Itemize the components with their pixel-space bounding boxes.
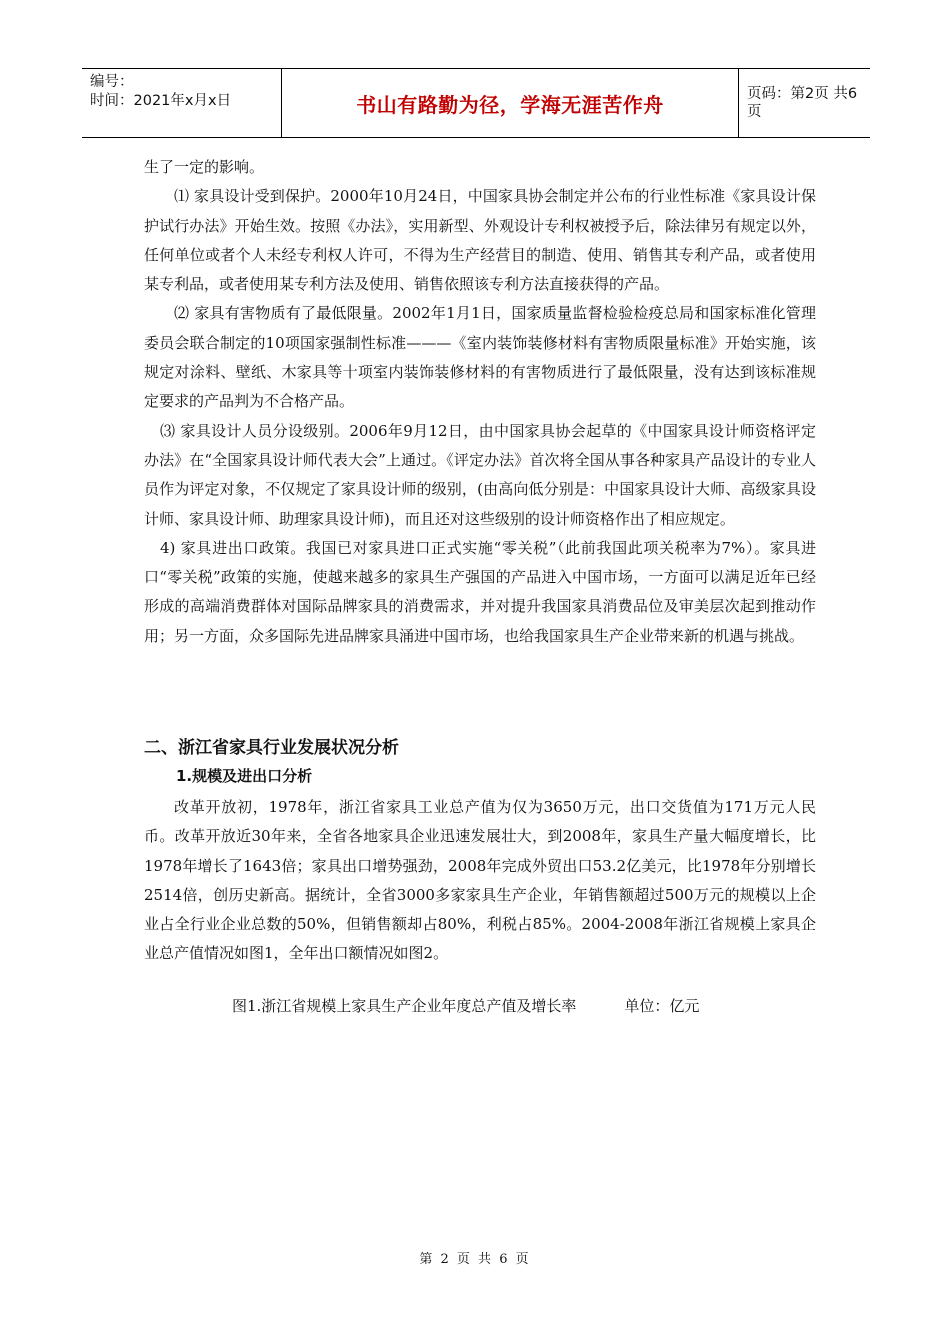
header-number: 编号：	[90, 74, 134, 90]
subsection-heading: 1.规模及进出口分析	[176, 767, 313, 785]
paragraph-harmful-substances: ⑵ 家具有害物质有了最低限量。2002年1月1日，国家质量监督检验检疫总局和国家标准化管理委员会联合制定的10项国家强制性标准———《室内装饰装修材料有害物质限量标准》开始实施，该规定对涂料、壁纸、木家具等十项室内装饰装修材料的有害物质进行了最低限量，没有达到该标准规定要求的产品判为不合格产品。	[144, 304, 816, 411]
figure-unit: 单位：亿元	[624, 997, 700, 1015]
figure-title: 图1.浙江省规模上家具生产企业年度总产值及增长率	[232, 997, 577, 1015]
figure-caption	[232, 995, 699, 1016]
header-date: 时间：2021年x月x日	[90, 93, 232, 109]
paragraph-designer-levels: ⑶ 家具设计人员分设级别。2006年9月12日，由中国家具协会起草的《中国家具设计师资格评定办法》在“全国家具设计师代表大会”上通过。《评定办法》首次将全国从事各种家具产品设计的专业人员作为评定对象，不仅规定了家具设计师的级别，(由高向低分别是：中国家具设计大师、高级家具设计师、家具设计师、助理家具设计师)，而且还对这些级别的设计师资格作出了相应规定。	[144, 421, 816, 528]
page-header	[82, 68, 870, 138]
paragraph-design-protection: ⑴ 家具设计受到保护。2000年10月24日，中国家具协会制定并公布的行业性标准《家具设计保护试行办法》开始生效。按照《办法》，实用新型、外观设计专利权被授予后，除法律另有规定以外，任何单位或者个人未经专利权人许可，不得为生产经营目的制造、使用、销售其专利产品，或者使用某专利品，或者使用某专利方法及使用、销售依照该专利方法直接获得的产品。	[144, 187, 816, 294]
header-left-cell	[82, 69, 280, 137]
header-right-cell	[739, 69, 870, 137]
header-page-code: 页码：第2页 共6页	[747, 86, 858, 120]
header-motto: 书山有路勤为径，学海无涯苦作舟	[356, 92, 664, 117]
page-footer: 第 2 页 共 6 页	[419, 1252, 531, 1267]
header-center-cell	[281, 69, 739, 137]
body-upper	[144, 153, 816, 651]
paragraph-import-policy: 4) 家具进出口政策。我国已对家具进口正式实施“零关税”（此前我国此项关税率为7%）。家具进口“零关税”政策的实施，使越来越多的家具生产强国的产品进入中国市场，一方面可以满足近年已经形成的高端消费群体对国际品牌家具的消费需求，并对提升我国家具消费品位及审美层次起到推动作用；另一方面，众多国际先进品牌家具涌进中国市场，也给我国家具生产企业带来新的机遇与挑战。	[144, 538, 816, 645]
paragraph-scale-analysis: 改革开放初，1978年，浙江省家具工业总产值为仅为3650万元，出口交货值为171万元人民币。改革开放近30年来，全省各地家具企业迅速发展壮大，到2008年，家具生产量大幅度增长，比1978年增长了1643倍；家具出口增势强劲，2008年完成外贸出口53.2亿美元，比1978年分别增长2514倍，创历史新高。据统计，全省3000多家家具生产企业，年销售额超过500万元的规模以上企业占全行业企业总数的50%，但销售额却占80%，利税占85%。2004-2008年浙江省规模上家具企业总产值情况如图1，全年出口额情况如图2。	[144, 798, 816, 963]
paragraph-continuation: 生了一定的影响。	[144, 158, 265, 176]
body-lower	[144, 793, 816, 969]
section-heading: 二、浙江省家具行业发展状况分析	[144, 738, 399, 758]
